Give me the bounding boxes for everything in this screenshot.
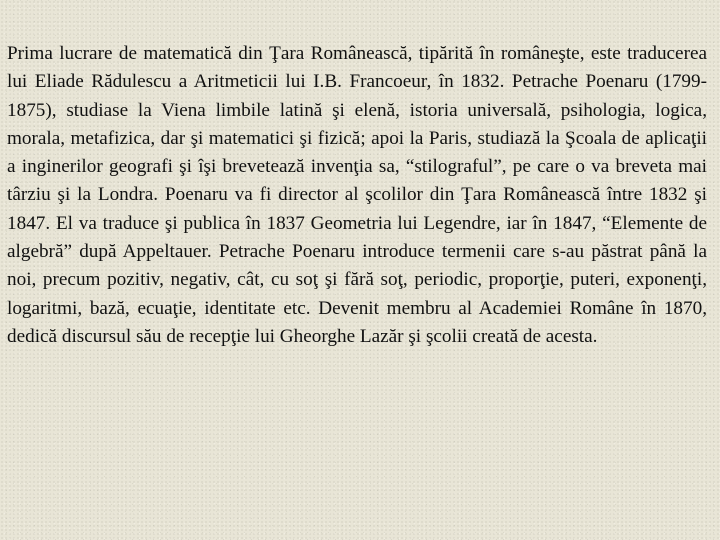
body-paragraph: Prima lucrare de matematică din Ţara Românească, tipărită în româneşte, este traducerea lui Eliade Rădulescu a Aritmeticii lui I.B. Francoeur, în 1832. Petrache Poenaru (1799-1875), studiase la Viena limbile latină şi elenă, istoria universală, psihologia, logica, morala, metafizica, dar şi matematici şi fizică; apoi la Paris, studiază la Şcoala de aplicaţii a inginerilor geografi şi îşi brevetează invenţia sa, “stilograful”, pe care o va breveta mai târziu şi la Londra. Poenaru va fi director al şcolilor din Ţara Românească între 1832 şi 1847. El va traduce şi publica în 1837 Geometria lui Legendre, iar în 1847, “Elemente de algebră” după Appeltauer. Petrache Poenaru introduce termenii care s-au păstrat până la noi, precum pozitiv, negativ, cât, cu soţ şi fără soţ, periodic, proporţie, puteri, exponenţi, logaritmi, bază, ecuaţie, identitate etc. Devenit membru al Academiei Române în 1870, dedică discursul său de recepţie lui Gheorghe Lazăr şi şcolii creată de acesta. [7, 43, 707, 347]
